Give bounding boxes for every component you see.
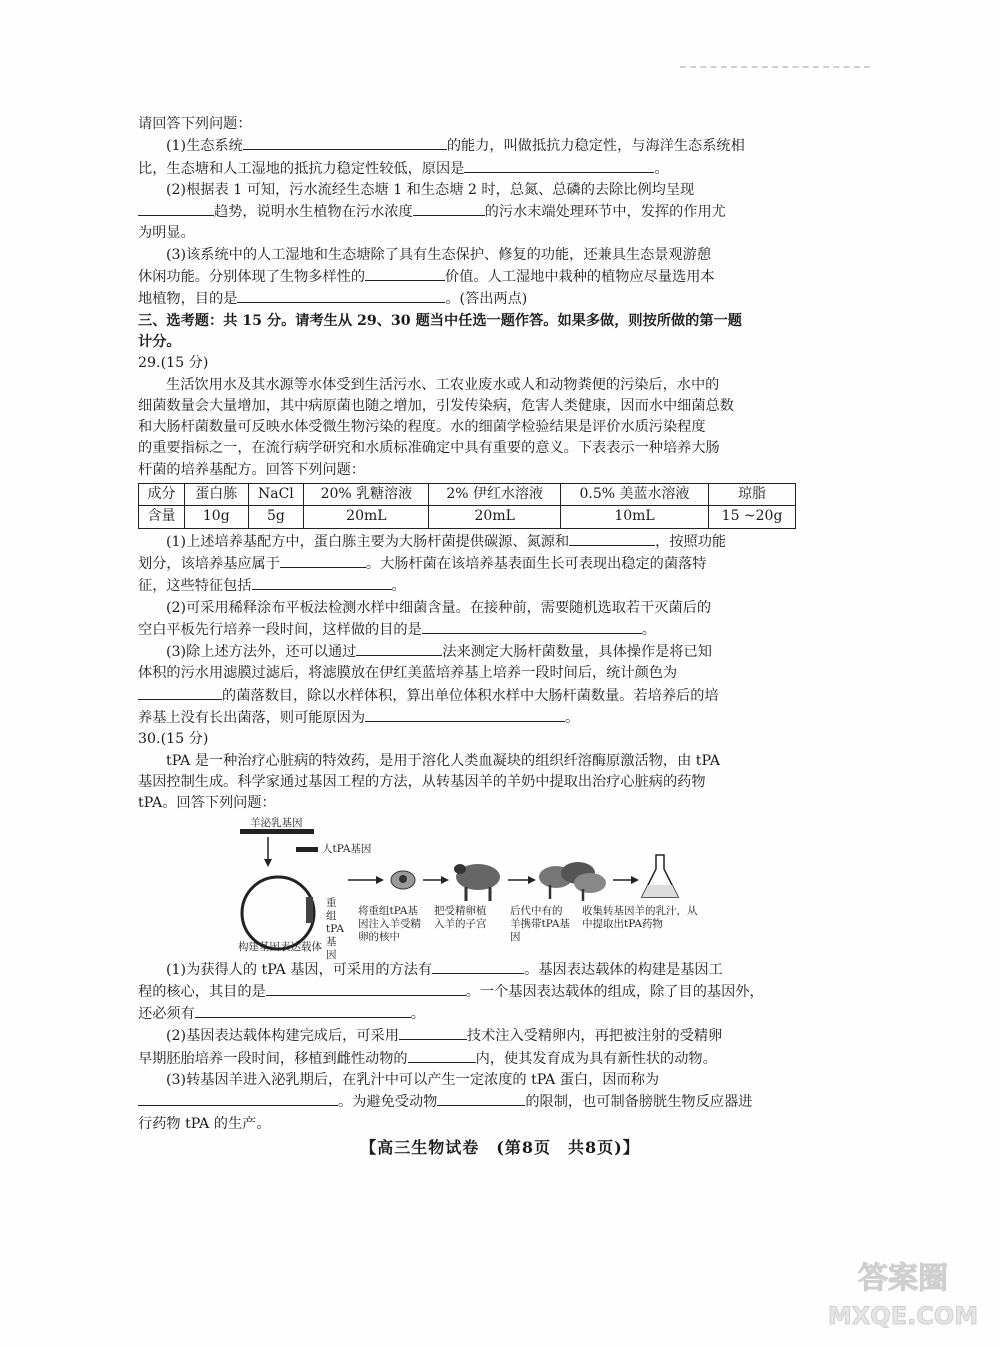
text-line: 。为避免受动物 的限制，也可制备膀胱生物反应器进 bbox=[138, 1091, 802, 1113]
sheep-icon bbox=[454, 864, 500, 901]
text-line: 休闲功能。分别体现了生物多样性的 价值。人工湿地中栽种的植物应尽量选用本 bbox=[138, 266, 802, 288]
text-line: 比，生态塘和人工湿地的抵抗力稳定性较低，原因是 。 bbox=[138, 158, 802, 180]
text-line: (2)根据表 1 可知，污水流经生态塘 1 和生态塘 2 时，总氮、总磷的去除比例均呈现 bbox=[166, 181, 695, 198]
table-cell: 10g bbox=[185, 506, 248, 528]
text-line: 和大肠杆菌数量可反映水体受微生物污染的程度。水的细菌学检验结果是评价水质污染程度 bbox=[138, 419, 706, 436]
text-line: (3)该系统中的人工湿地和生态塘除了具有生态保护、修复的功能，还兼具生态景观游憩 bbox=[166, 246, 712, 263]
table-cell: 0.5% 美蓝水溶液 bbox=[560, 484, 708, 506]
text-line: 的重要指标之一，在流行病学研究和水质标准确定中具有重要的意义。下表表示一种培养大肠 bbox=[138, 440, 720, 457]
flask-icon bbox=[642, 855, 678, 897]
table-cell: 20% 乳糖溶液 bbox=[304, 484, 429, 506]
section-heading: 三、选考题：共 15 分。请考生从 29、30 题当中任选一题作答。如果多做，则按所做的第一题 bbox=[138, 312, 742, 329]
text-line: tPA 是一种治疗心脏病的特效药，是用于溶化人类血凝块的组织纤溶酶原激活物，由 tPA bbox=[166, 752, 720, 769]
table-cell: 琼脂 bbox=[709, 484, 796, 506]
answer-blank[interactable] bbox=[356, 641, 442, 656]
sheep-flock-icon bbox=[539, 862, 606, 901]
answer-blank[interactable] bbox=[365, 707, 565, 722]
text-line: 空白平板先行培养一段时间，这样做的目的是 。 bbox=[138, 619, 802, 641]
answer-blank[interactable] bbox=[422, 619, 642, 634]
table-cell: 成分 bbox=[139, 484, 185, 506]
answer-blank[interactable] bbox=[365, 266, 445, 281]
gene-label: 羊泌乳基因 bbox=[250, 816, 303, 829]
gene-label: 人tPA基因 bbox=[322, 842, 372, 855]
answer-blank[interactable] bbox=[266, 981, 466, 996]
arrow-icon bbox=[631, 876, 639, 884]
text-line: (3)除上述方法外，还可以通过 法来测定大肠杆菌数量，具体操作是将已知 bbox=[138, 641, 802, 663]
section-heading: 计分。 bbox=[138, 333, 181, 350]
text-line: 杆菌的培养基配方。回答下列问题： bbox=[138, 461, 366, 478]
answer-blank[interactable] bbox=[437, 1091, 525, 1106]
text-line: 还必须有 。 bbox=[138, 1003, 802, 1025]
text-line: 体积的污水用滤膜过滤后，将滤膜放在伊红美蓝培养基上培养一段时间后，统计颜色为 bbox=[138, 665, 678, 682]
diagram-caption: 收集转基因羊的乳汁，从中提取出tPA药物 bbox=[582, 904, 698, 930]
text-line: (1)生态系统 的能力，叫做抵抗力稳定性，与海洋生态系统相 bbox=[138, 135, 802, 157]
svg-text:MXQE.COM: MXQE.COM bbox=[828, 1302, 978, 1330]
answer-blank[interactable] bbox=[408, 1048, 476, 1063]
answer-blank[interactable] bbox=[280, 553, 366, 568]
text-line: 行药物 tPA 的生产。 bbox=[138, 1115, 271, 1132]
diagram-caption: 构建基因表达载体 bbox=[238, 940, 322, 953]
text-line: 细菌数量会大量增加，其中病原菌也随之增加，引发传染病，危害人类健康，因而水中细菌总数 bbox=[138, 397, 734, 414]
inserted-gene-segment bbox=[306, 897, 313, 923]
question-number: 29.(15 分) bbox=[138, 355, 209, 372]
human-tpa-gene-bar bbox=[296, 847, 318, 852]
scan-artifact bbox=[680, 66, 870, 72]
table-cell: 5g bbox=[248, 506, 304, 528]
text-line: (1)为获得人的 tPA 基因，可采用的方法有 。基因表达载体的构建是基因工 bbox=[138, 959, 802, 981]
gene-label: 重组tPA基因 bbox=[326, 896, 344, 961]
medium-recipe-table bbox=[138, 483, 796, 529]
table-cell: 蛋白胨 bbox=[185, 484, 248, 506]
table-cell: 含量 bbox=[139, 506, 185, 528]
answer-blank[interactable] bbox=[138, 685, 222, 700]
answer-blank[interactable] bbox=[252, 575, 392, 590]
table-cell: 2% 伊红水溶液 bbox=[429, 484, 561, 506]
answer-blank[interactable] bbox=[413, 201, 485, 216]
plasmid-icon bbox=[242, 877, 314, 949]
answer-blank[interactable] bbox=[138, 201, 214, 216]
table-header-row bbox=[139, 484, 796, 506]
diagram-caption: 后代中有的羊携带tPA基因 bbox=[510, 904, 570, 943]
answer-blank[interactable] bbox=[569, 531, 655, 546]
text-line: 程的核心，其目的是 。一个基因表达载体的组成，除了目的基因外， bbox=[138, 981, 802, 1003]
watermark-logo bbox=[828, 1254, 978, 1334]
text-line: 趋势，说明水生植物在污水浓度 的污水末端处理环节中，发挥的作用尤 bbox=[138, 201, 802, 223]
text-line: 早期胚胎培养一段时间，移植到雌性动物的 内，使其发育成为具有新性状的动物。 bbox=[138, 1048, 802, 1070]
answer-blank[interactable] bbox=[464, 158, 654, 173]
table-row bbox=[139, 506, 796, 528]
table-cell: 20mL bbox=[429, 506, 561, 528]
text-line: 请回答下列问题： bbox=[138, 116, 252, 132]
answer-blank[interactable] bbox=[237, 288, 445, 303]
svg-text:答案圈: 答案圈 bbox=[858, 1261, 948, 1296]
table-cell: 10mL bbox=[560, 506, 708, 528]
text-line: (1)上述培养基配方中，蛋白胨主要为大肠杆菌提供碳源、氮源和 ，按照功能 bbox=[138, 531, 802, 553]
answer-blank[interactable] bbox=[399, 1025, 467, 1040]
page-footer: 【高三生物试卷 (第8页 共8页)】 bbox=[360, 1138, 640, 1157]
answer-blank[interactable] bbox=[432, 959, 524, 974]
answer-blank[interactable] bbox=[243, 135, 447, 150]
text-line: 基因控制生成。科学家通过基因工程的方法，从转基因羊的羊奶中提取出治疗心脏病的药物 bbox=[138, 773, 706, 790]
page-content bbox=[138, 114, 802, 1135]
arrow-icon bbox=[376, 876, 384, 884]
diagram-graphics bbox=[238, 817, 708, 957]
text-line: 划分，该培养基应属于 。大肠杆菌在该培养基表面生长可表现出稳定的菌落特 bbox=[138, 553, 802, 575]
diagram-caption: 把受精卵植入羊的子宫 bbox=[434, 904, 487, 930]
table-cell: 20mL bbox=[304, 506, 429, 528]
text-line: 征，这些特征包括 。 bbox=[138, 575, 802, 597]
text-line: 为明显。 bbox=[138, 225, 195, 242]
text-line: 生活饮用水及其水源等水体受到生活污水、工农业废水或人和动物粪便的污染后，水中的 bbox=[166, 376, 720, 393]
text-line: (2)基因表达载体构建完成后，可采用 技术注入受精卵内，再把被注射的受精卵 bbox=[138, 1025, 802, 1047]
arrow-icon bbox=[264, 859, 272, 867]
answer-blank[interactable] bbox=[138, 1091, 338, 1106]
text-line: tPA。回答下列问题： bbox=[138, 795, 276, 812]
answer-blank[interactable] bbox=[195, 1003, 411, 1018]
text-line: 的菌落数目，除以水样体积，算出单位体积水样中大肠杆菌数量。若培养后的培 bbox=[138, 685, 802, 707]
arrow-icon bbox=[528, 876, 536, 884]
text-line: 养基上没有长出菌落，则可能原因为 。 bbox=[138, 707, 802, 729]
table-cell: 15 ~20g bbox=[709, 506, 796, 528]
diagram-caption: 将重组tPA基因注入羊受精卵的核中 bbox=[358, 904, 421, 943]
table-cell: NaCl bbox=[248, 484, 304, 506]
transgenic-sheep-diagram bbox=[238, 816, 708, 961]
text-line: (2)可采用稀释涂布平板法检测水样中细菌含量。在接种前，需要随机选取若干灭菌后的 bbox=[166, 599, 712, 616]
text-line: 地植物，目的是 。(答出两点) bbox=[138, 288, 802, 310]
text-line: (3)转基因羊进入泌乳期后，在乳汁中可以产生一定浓度的 tPA 蛋白，因而称为 bbox=[166, 1071, 660, 1088]
question-number: 30.(15 分) bbox=[138, 731, 209, 748]
arrow-icon bbox=[441, 876, 449, 884]
